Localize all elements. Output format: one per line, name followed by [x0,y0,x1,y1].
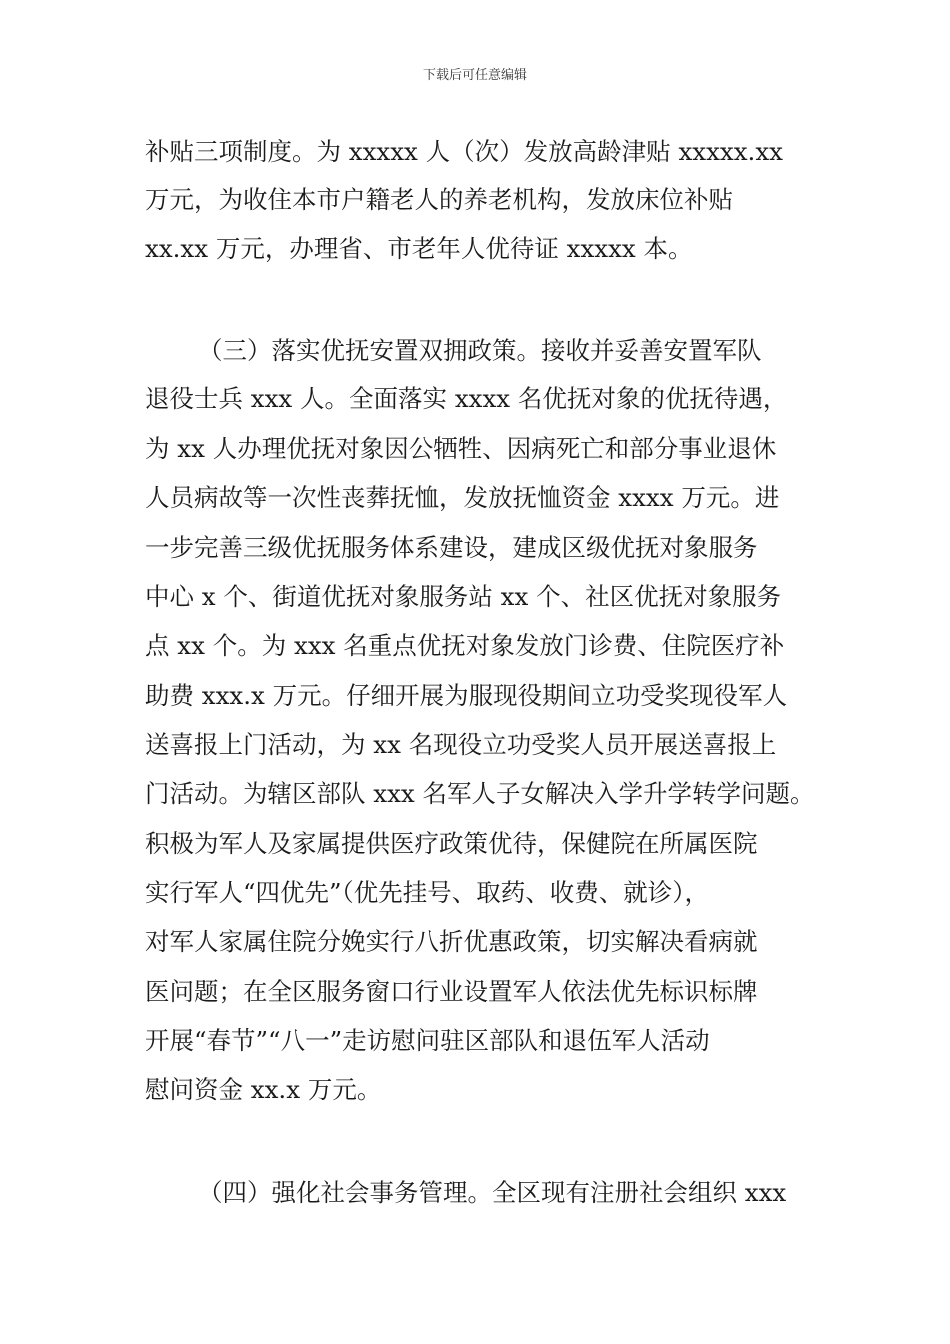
text-line: 开展“春节”“八一”走访慰问驻区部队和退伍军人活动 [145,1026,710,1055]
text-line: （三）落实优抚安置双拥政策。接收并妥善安置军队 [198,336,762,365]
text-line: 一步完善三级优抚服务体系建设，建成区级优抚对象服务 [145,533,758,562]
text-line: 退役士兵 xxx 人。全面落实 xxxx 名优抚对象的优抚待遇， [145,384,788,413]
text-line: 积极为军人及家属提供医疗政策优待，保健院在所属医院 [145,829,758,858]
text-line: 对军人家属住院分娩实行八折优惠政策，切实解决看病就 [145,927,758,956]
text-line: 为 xx 人办理优抚对象因公牺牲、因病死亡和部分事业退休 [145,434,777,463]
page-header: 下载后可任意编辑 [422,68,527,83]
text-line: 万元，为收住本市户籍老人的养老机构，发放床位补贴 [145,185,733,214]
text-line: 点 xx 个。为 xxx 名重点优抚对象发放门诊费、住院医疗补 [145,631,785,660]
text-line: 人员病故等一次性丧葬抚恤，发放抚恤资金 xxxx 万元。进 [145,483,780,512]
text-line: 助费 xxx.x 万元。仔细开展为服现役期间立功受奖现役军人 [145,681,788,710]
text-line: 实行军人“四优先”（优先挂号、取药、收费、就诊）， [145,878,710,907]
text-line: 慰问资金 xx.x 万元。 [145,1075,382,1104]
text-line: 医问题；在全区服务窗口行业设置军人依法优先标识标牌 [145,977,758,1006]
text-line: 门活动。为辖区部队 xxx 名军人子女解决入学升学转学问题。 [145,779,815,808]
text-line: xx.xx 万元，办理省、市老年人优待证 xxxxx 本。 [145,234,693,263]
text-line: （四）强化社会事务管理。全区现有注册社会组织 xxx [198,1178,787,1207]
text-line: 补贴三项制度。为 xxxxx 人（次）发放高龄津贴 xxxxx.xx [145,137,783,166]
text-line: 中心 x 个、街道优抚对象服务站 xx 个、社区优抚对象服务 [145,582,782,611]
text-line: 送喜报上门活动，为 xx 名现役立功受奖人员开展送喜报上 [145,730,777,759]
